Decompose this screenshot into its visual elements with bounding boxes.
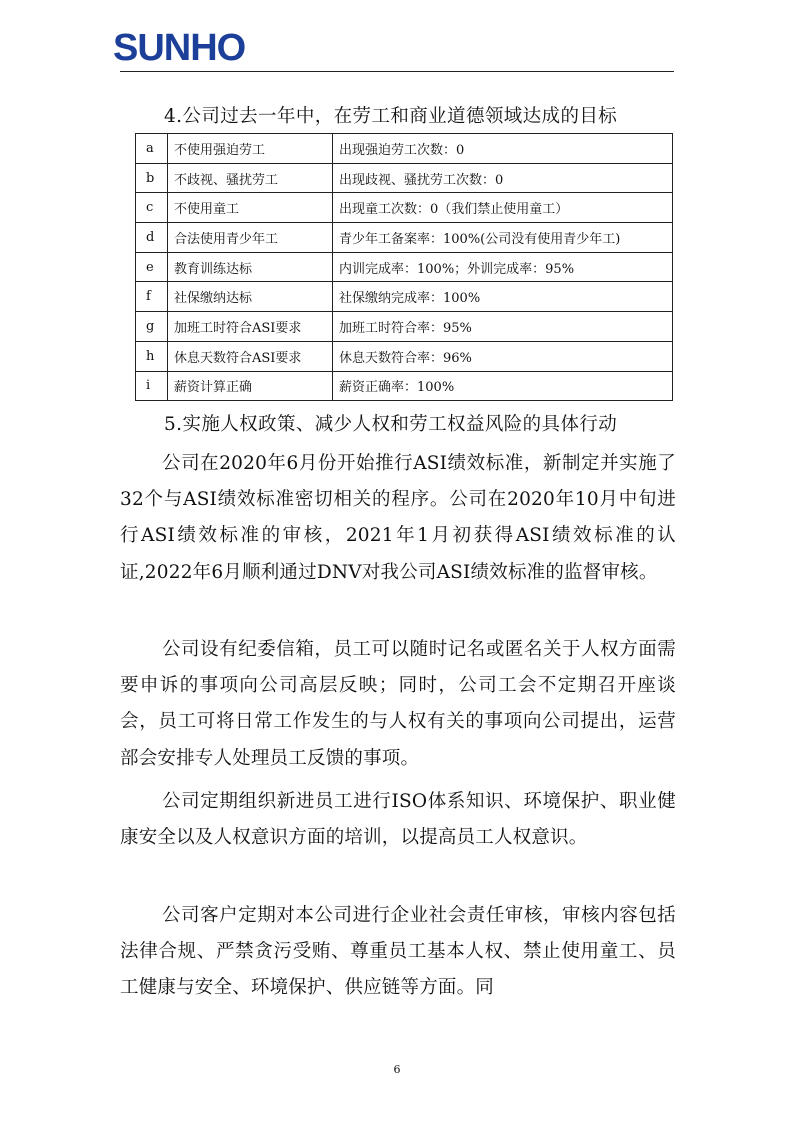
- target-item-cell: 社保缴纳达标: [168, 282, 333, 312]
- paragraph-text: 公司客户定期对本公司进行企业社会责任审核，审核内容包括法律合规、严禁贪污受贿、尊重员工基本人权、禁止使用童工、员工健康与安全、环境保护、供应链等方面。同: [120, 905, 676, 999]
- section-4-heading: 4.公司过去一年中，在劳工和商业道德领域达成的目标: [164, 106, 618, 127]
- row-id-cell: d: [136, 223, 168, 253]
- table-row: [136, 163, 673, 193]
- page-number: 6: [393, 1063, 401, 1076]
- table-row: [136, 341, 673, 371]
- row-id-cell: i: [136, 371, 168, 401]
- section-5-heading: 5.实施人权政策、减少人权和劳工权益风险的具体行动: [164, 414, 618, 435]
- paragraph-complaint-channel: [120, 632, 676, 777]
- table-row: [136, 312, 673, 342]
- paragraph-text: 公司定期组织新进员工进行ISO体系知识、环境保护、职业健康安全以及人权意识方面的培训，以提高员工人权意识。: [120, 791, 676, 849]
- target-result-cell: 内训完成率：100%；外训完成率：95%: [333, 252, 673, 282]
- target-result-cell: 薪资正确率：100%: [333, 371, 673, 401]
- logo-text: SUNHO: [113, 27, 246, 69]
- target-result-cell: 出现歧视、骚扰劳工次数：0: [333, 163, 673, 193]
- row-id-cell: f: [136, 282, 168, 312]
- paragraph-asi-standard: [120, 446, 676, 591]
- target-item-cell: 不使用童工: [168, 193, 333, 223]
- table-row: [136, 134, 673, 164]
- table-row: [136, 371, 673, 401]
- target-result-cell: 社保缴纳完成率：100%: [333, 282, 673, 312]
- row-id-cell: b: [136, 163, 168, 193]
- row-id-cell: e: [136, 252, 168, 282]
- row-id-cell: h: [136, 341, 168, 371]
- target-result-cell: 青少年工备案率：100%(公司没有使用青少年工): [333, 223, 673, 253]
- target-item-cell: 休息天数符合ASI要求: [168, 341, 333, 371]
- target-result-cell: 加班工时符合率：95%: [333, 312, 673, 342]
- table-row: [136, 193, 673, 223]
- target-item-cell: 不歧视、骚扰劳工: [168, 163, 333, 193]
- paragraph-text: 公司在2020年6月份开始推行ASI绩效标准，新制定并实施了32个与ASI绩效标准密切相关的程序。公司在2020年10月中旬进行ASI绩效标准的审核，2021年1月初获得ASI绩效标准的认证,2022年6月顺利通过DNV对我公司ASI绩效标准的监督审核。: [120, 453, 676, 583]
- paragraph-training: [120, 784, 676, 856]
- table-row: [136, 252, 673, 282]
- table-row: [136, 282, 673, 312]
- target-result-cell: 出现童工次数：0（我们禁止使用童工）: [333, 193, 673, 223]
- row-id-cell: c: [136, 193, 168, 223]
- target-item-cell: 合法使用青少年工: [168, 223, 333, 253]
- paragraph-customer-audit: [120, 898, 676, 1007]
- paragraph-text: 公司设有纪委信箱，员工可以随时记名或匿名关于人权方面需要申诉的事项向公司高层反映；同时，公司工会不定期召开座谈会，员工可将日常工作发生的与人权有关的事项向公司提出，运营部会安排专人处理员工反馈的事项。: [120, 639, 676, 769]
- company-logo: [113, 27, 246, 69]
- targets-table: [135, 133, 673, 401]
- target-item-cell: 教育训练达标: [168, 252, 333, 282]
- target-item-cell: 不使用强迫劳工: [168, 134, 333, 164]
- header-divider: [120, 71, 674, 72]
- target-result-cell: 休息天数符合率：96%: [333, 341, 673, 371]
- target-item-cell: 加班工时符合ASI要求: [168, 312, 333, 342]
- row-id-cell: g: [136, 312, 168, 342]
- target-result-cell: 出现强迫劳工次数：0: [333, 134, 673, 164]
- row-id-cell: a: [136, 134, 168, 164]
- target-item-cell: 薪资计算正确: [168, 371, 333, 401]
- table-row: [136, 223, 673, 253]
